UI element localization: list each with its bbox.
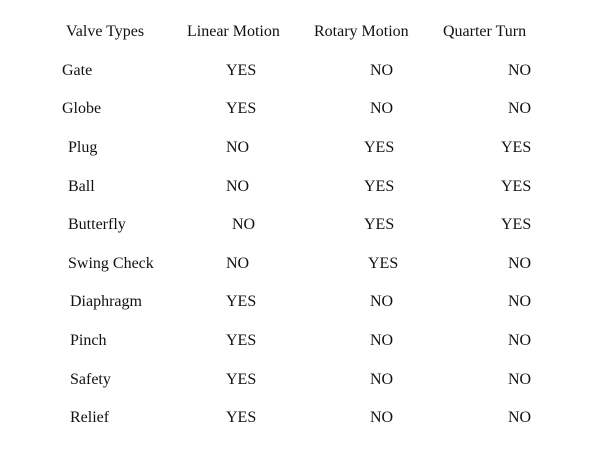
table-cell-linear: YES xyxy=(226,293,257,310)
table-cell-quarter: YES xyxy=(501,139,532,156)
table-cell-valve-type: Plug xyxy=(68,139,98,156)
table-cell-rotary: YES xyxy=(364,139,395,156)
table-cell-rotary: NO xyxy=(370,100,394,117)
table-cell-rotary: NO xyxy=(370,332,394,349)
header-valve-types: Valve Types xyxy=(66,23,145,40)
header-linear-motion: Linear Motion xyxy=(187,23,280,40)
table-cell-quarter: NO xyxy=(508,100,532,117)
table-cell-quarter: NO xyxy=(508,62,532,79)
table-cell-rotary: NO xyxy=(370,293,394,310)
table-cell-valve-type: Butterfly xyxy=(68,216,126,233)
table-cell-linear: YES xyxy=(226,62,257,79)
table-cell-valve-type: Gate xyxy=(62,62,93,79)
table-cell-linear: NO xyxy=(226,255,250,272)
table-cell-valve-type: Diaphragm xyxy=(70,293,142,310)
table-cell-rotary: YES xyxy=(364,178,395,195)
header-quarter-turn: Quarter Turn xyxy=(443,23,527,40)
table-cell-valve-type: Pinch xyxy=(70,332,107,349)
table-cell-rotary: YES xyxy=(368,255,399,272)
table-cell-quarter: NO xyxy=(508,293,532,310)
header-rotary-motion: Rotary Motion xyxy=(314,23,409,40)
table-cell-linear: YES xyxy=(226,409,257,426)
table-cell-valve-type: Relief xyxy=(70,409,110,426)
table-cell-quarter: YES xyxy=(501,216,532,233)
table-cell-quarter: YES xyxy=(501,178,532,195)
table-cell-linear: YES xyxy=(226,371,257,388)
table-cell-quarter: NO xyxy=(508,409,532,426)
table-cell-linear: NO xyxy=(226,139,250,156)
table-cell-valve-type: Swing Check xyxy=(68,255,154,272)
table-cell-quarter: NO xyxy=(508,255,532,272)
table-cell-linear: NO xyxy=(232,216,256,233)
table-cell-rotary: YES xyxy=(364,216,395,233)
table-cell-quarter: NO xyxy=(508,371,532,388)
table-cell-linear: NO xyxy=(226,178,250,195)
table-cell-valve-type: Safety xyxy=(70,371,111,388)
table-cell-linear: YES xyxy=(226,332,257,349)
table-cell-linear: YES xyxy=(226,100,257,117)
table-cell-rotary: NO xyxy=(370,409,394,426)
table-cell-rotary: NO xyxy=(370,371,394,388)
table-cell-valve-type: Ball xyxy=(68,178,95,195)
table-cell-quarter: NO xyxy=(508,332,532,349)
table-cell-valve-type: Globe xyxy=(62,100,102,117)
table-cell-rotary: NO xyxy=(370,62,394,79)
